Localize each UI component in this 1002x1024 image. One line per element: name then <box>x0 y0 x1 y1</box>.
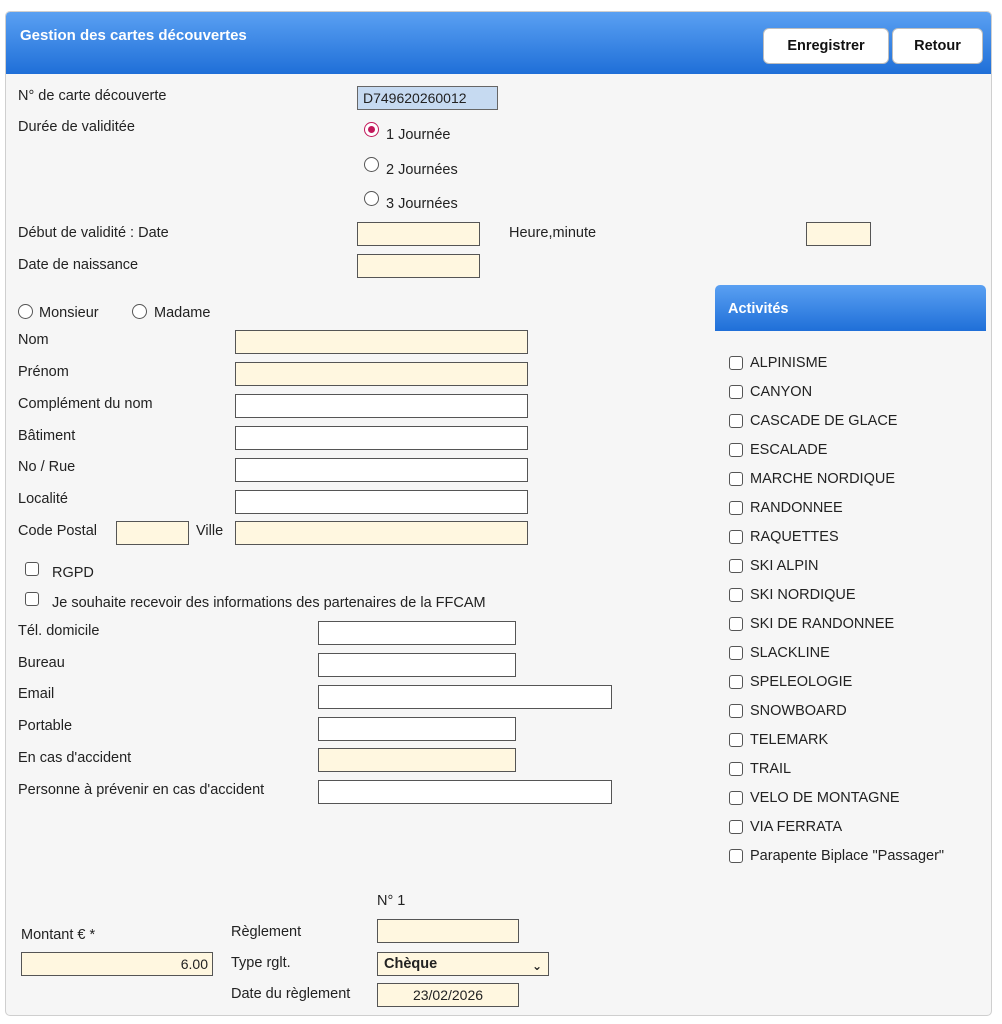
activity-label: RAQUETTES <box>750 529 839 545</box>
type-select[interactable] <box>377 952 549 976</box>
nom-input[interactable] <box>235 330 528 354</box>
personne-input[interactable] <box>318 780 612 804</box>
partners-checkbox[interactable] <box>25 592 39 606</box>
activity-label: SNOWBOARD <box>750 703 847 719</box>
activity-label: ESCALADE <box>750 442 828 458</box>
localite-input[interactable] <box>235 490 528 514</box>
activity-checkbox[interactable] <box>729 414 743 428</box>
activity-label: SPELEOLOGIE <box>750 674 853 690</box>
start-time-label: Heure,minute <box>509 225 597 241</box>
localite-label: Localité <box>18 491 68 507</box>
activity-checkbox[interactable] <box>729 762 743 776</box>
activity-label: VELO DE MONTAGNE <box>750 790 900 806</box>
bureau-label: Bureau <box>18 655 65 671</box>
accident-label: En cas d'accident <box>18 750 132 766</box>
activity-checkbox[interactable] <box>729 617 743 631</box>
prenom-label: Prénom <box>18 364 69 380</box>
validity-radio-1[interactable] <box>364 122 379 137</box>
personne-label: Personne à prévenir en cas d'accident <box>18 782 265 798</box>
portable-input[interactable] <box>318 717 516 741</box>
card-number-field[interactable]: D749620260012 <box>357 86 498 110</box>
card-number-label: N° de carte découverte <box>18 88 167 104</box>
rgpd-label: RGPD <box>52 565 94 581</box>
complement-input[interactable] <box>235 394 528 418</box>
code-postal-label: Code Postal <box>18 523 97 539</box>
rgpd-checkbox[interactable] <box>25 562 39 576</box>
reglement-label: Règlement <box>231 924 302 940</box>
activity-checkbox[interactable] <box>729 472 743 486</box>
code-postal-input[interactable] <box>116 521 189 545</box>
batiment-label: Bâtiment <box>18 428 76 444</box>
amount-label: Montant € * <box>21 927 96 943</box>
ville-input[interactable] <box>235 521 528 545</box>
tel-domicile-input[interactable] <box>318 621 516 645</box>
type-label: Type rglt. <box>231 955 291 971</box>
reglement-input[interactable] <box>377 919 519 943</box>
payment-date-label: Date du règlement <box>231 986 351 1002</box>
portable-label: Portable <box>18 718 73 734</box>
activity-checkbox[interactable] <box>729 791 743 805</box>
validity-option-1: 1 Journée <box>386 127 451 143</box>
rue-input[interactable] <box>235 458 528 482</box>
activity-label: SKI ALPIN <box>750 558 819 574</box>
civility-madame: Madame <box>154 305 211 321</box>
activity-checkbox[interactable] <box>729 443 743 457</box>
page-title: Gestion des cartes découvertes <box>20 27 247 44</box>
ville-label: Ville <box>196 523 224 539</box>
civility-radio-monsieur[interactable] <box>18 304 33 319</box>
birth-date-label: Date de naissance <box>18 257 139 273</box>
civility-monsieur: Monsieur <box>39 305 99 321</box>
payment-date-field[interactable]: 23/02/2026 <box>377 983 519 1007</box>
activity-label: CANYON <box>750 384 813 400</box>
validity-radio-2[interactable] <box>364 157 379 172</box>
payment-number: N° 1 <box>377 893 406 909</box>
activity-label: TRAIL <box>750 761 792 777</box>
activity-checkbox[interactable] <box>729 501 743 515</box>
back-button[interactable]: Retour <box>892 28 983 64</box>
type-select-value: Chèque <box>384 956 438 972</box>
email-label: Email <box>18 686 55 702</box>
activity-checkbox[interactable] <box>729 646 743 660</box>
activity-checkbox[interactable] <box>729 588 743 602</box>
activity-checkbox[interactable] <box>729 356 743 370</box>
activity-label: SKI NORDIQUE <box>750 587 856 603</box>
civility-radio-madame[interactable] <box>132 304 147 319</box>
validity-option-2: 2 Journées <box>386 162 458 178</box>
activities-header <box>715 285 986 331</box>
activity-checkbox[interactable] <box>729 820 743 834</box>
email-input[interactable] <box>318 685 612 709</box>
activity-checkbox[interactable] <box>729 559 743 573</box>
chevron-down-icon: ⌄ <box>531 959 542 973</box>
activity-checkbox[interactable] <box>729 385 743 399</box>
save-button[interactable]: Enregistrer <box>763 28 889 64</box>
validity-label: Durée de validitée <box>18 119 135 135</box>
accident-input[interactable] <box>318 748 516 772</box>
nom-label: Nom <box>18 332 49 348</box>
validity-radio-3[interactable] <box>364 191 379 206</box>
activity-label: SLACKLINE <box>750 645 830 661</box>
activity-checkbox[interactable] <box>729 530 743 544</box>
activity-checkbox[interactable] <box>729 675 743 689</box>
tel-domicile-label: Tél. domicile <box>18 623 100 639</box>
activity-label: TELEMARK <box>750 732 829 748</box>
activity-label: CASCADE DE GLACE <box>750 413 898 429</box>
activity-checkbox[interactable] <box>729 733 743 747</box>
activity-label: VIA FERRATA <box>750 819 843 835</box>
title-bar <box>6 12 991 74</box>
start-date-input[interactable] <box>357 222 480 246</box>
partners-label: Je souhaite recevoir des informations des partenaires de la FFCAM <box>52 595 486 611</box>
complement-label: Complément du nom <box>18 396 153 412</box>
start-time-input[interactable] <box>806 222 871 246</box>
activity-checkbox[interactable] <box>729 704 743 718</box>
activity-label: SKI DE RANDONNEE <box>750 616 895 632</box>
rue-label: No / Rue <box>18 459 76 475</box>
prenom-input[interactable] <box>235 362 528 386</box>
activity-label: RANDONNEE <box>750 500 843 516</box>
activity-label: ALPINISME <box>750 355 828 371</box>
activities-title: Activités <box>728 301 789 317</box>
activity-checkbox[interactable] <box>729 849 743 863</box>
start-date-label: Début de validité : Date <box>18 225 169 241</box>
amount-field[interactable]: 6.00 <box>21 952 213 976</box>
activity-label: Parapente Biplace "Passager" <box>750 848 945 864</box>
batiment-input[interactable] <box>235 426 528 450</box>
bureau-input[interactable] <box>318 653 516 677</box>
validity-option-3: 3 Journées <box>386 196 458 212</box>
birth-date-input[interactable] <box>357 254 480 278</box>
activity-label: MARCHE NORDIQUE <box>750 471 896 487</box>
